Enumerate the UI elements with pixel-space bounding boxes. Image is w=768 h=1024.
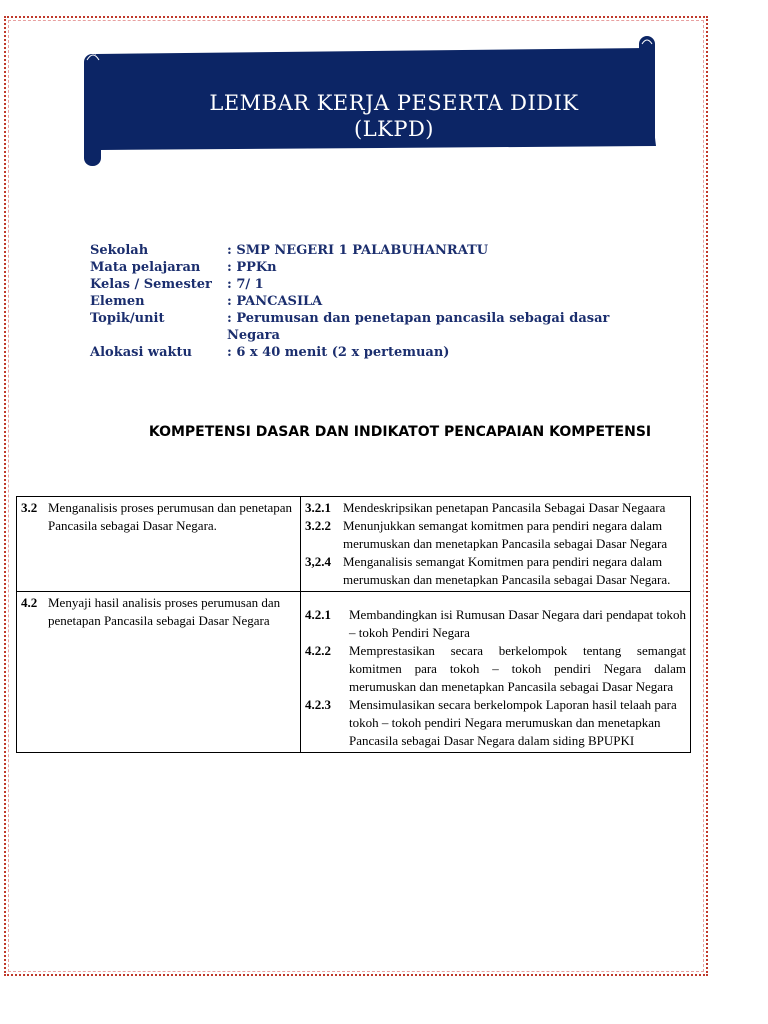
info-value: : PANCASILA [227,294,323,309]
info-row-elemen [90,293,610,310]
info-label: Topik/unit [90,311,165,326]
info-value: : 7/ 1 [227,277,264,292]
indicator-number: 3,2.4 [305,554,331,569]
indicator-item [305,696,686,750]
indicator-item [305,606,686,642]
indicator-text: Menunjukkan semangat komitmen para pendiri negara dalam merumuskan dan menetapkan Pancasila sebagai Dasar Negara [343,518,668,551]
info-value: : Perumusan dan penetapan pancasila sebagai dasar Negara [227,311,610,343]
indicator-item [305,499,686,517]
indicator-text: Mendeskripsikan penetapan Pancasila Sebagai Dasar Negaara [343,500,666,515]
indicator-text: Menganalisis semangat Komitmen para pendiri negara dalam merumuskan dan menetapkan Pancasila sebagai Dasar Negara. [343,554,671,587]
info-label: Sekolah [90,243,149,258]
kd-entry [21,499,296,535]
indicator-cell [301,497,691,592]
kd-cell [17,592,301,753]
title-line-2: (LKPD) [354,117,434,141]
indicator-text: Membandingkan isi Rumusan Dasar Negara dari pendapat tokoh – tokoh Pendiri Negara [349,607,686,640]
indicator-number: 4.2.3 [305,697,331,712]
table-row [17,592,691,753]
indicator-cell [301,592,691,753]
section-title: KOMPETENSI DASAR DAN INDIKATOT PENCAPAIAN KOMPETENSI [148,424,652,440]
indicator-item [305,517,686,553]
kd-entry [21,594,296,630]
document-title [144,90,644,142]
info-row-mata-pelajaran [90,259,610,276]
info-value: : SMP NEGERI 1 PALABUHANRATU [227,243,489,258]
indicator-number: 3.2.1 [305,500,331,515]
indicator-item [305,642,686,696]
indicator-number: 4.2.1 [305,607,331,622]
info-row-sekolah [90,242,610,259]
kd-number: 4.2 [21,595,38,610]
kd-text: Menganalisis proses perumusan dan penetapan Pancasila sebagai Dasar Negara. [48,500,293,533]
info-label: Mata pelajaran [90,260,201,275]
info-label: Elemen [90,294,145,309]
kd-text: Menyaji hasil analisis proses perumusan dan penetapan Pancasila sebagai Dasar Negara [48,595,281,628]
identity-info-block [90,242,610,361]
indicator-number: 3.2.2 [305,518,331,533]
info-label: Alokasi waktu [90,345,192,360]
title-banner [84,34,664,170]
kd-number: 3.2 [21,500,38,515]
indicator-number: 4.2.2 [305,643,331,658]
indicator-text: Memprestasikan secara berkelompok tentang semangat komitmen para tokoh – tokoh pendiri Negara dalam merumuskan dan menetapkan Pancasila sebagai Dasar Negara [349,643,686,694]
info-value: : PPKn [227,260,277,275]
indicator-text: Mensimulasikan secara berkelompok Laporan hasil telaah para tokoh – tokoh pendiri Negara merumuskan dan menetapkan Pancasila sebagai Dasar Negara dalam siding BPUPKI [349,697,677,748]
competency-table [16,496,691,753]
title-line-1: LEMBAR KERJA PESERTA DIDIK [209,91,579,115]
info-label: Kelas / Semester [90,277,212,292]
kd-cell [17,497,301,592]
indicator-item [305,553,686,589]
info-row-kelas-semester [90,276,610,293]
info-value: : 6 x 40 menit (2 x pertemuan) [227,345,450,360]
info-row-alokasi-waktu [90,344,610,361]
table-row [17,497,691,592]
info-row-topik-unit [90,310,610,344]
